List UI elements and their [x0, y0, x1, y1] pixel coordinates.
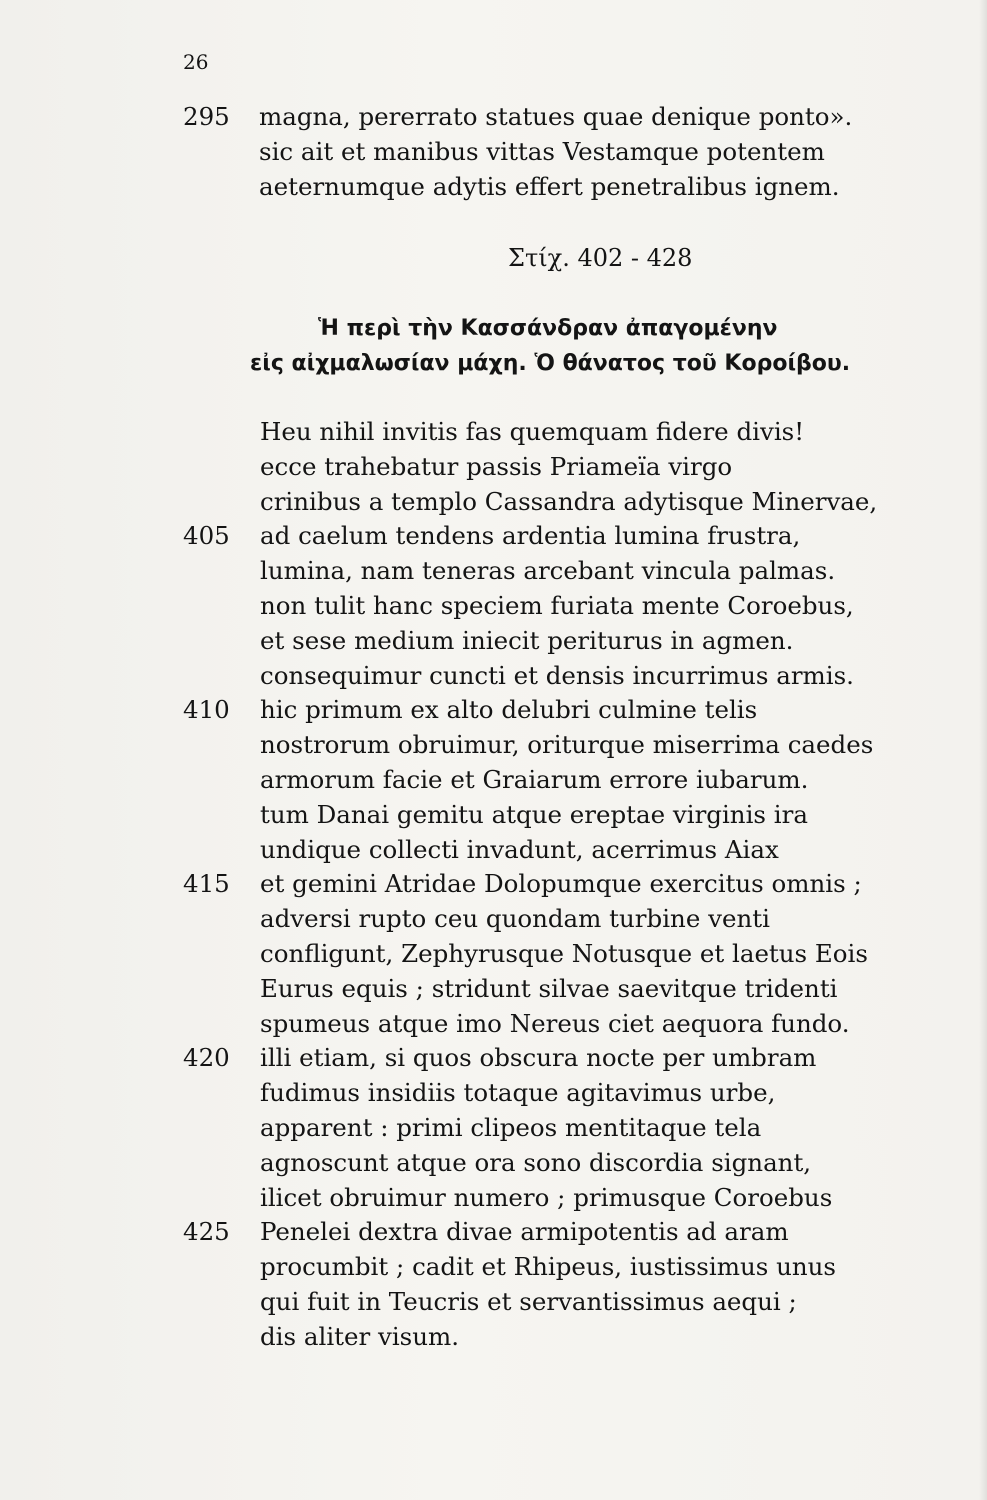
verse-text: et gemini Atridae Dolopumque exercitus omnis ; — [260, 869, 862, 899]
verse-line — [183, 450, 883, 485]
verse-text: fudimus insidiis totaque agitavimus urbe, — [260, 1078, 776, 1108]
page-edge-shadow — [979, 0, 987, 1500]
verse-text: Heu nihil invitis fas quemquam fidere divis! — [260, 417, 805, 446]
verse-text: sic ait et manibus vittas Vestamque potentem — [259, 136, 825, 166]
verse-line — [183, 728, 883, 763]
line-number: 415 — [183, 869, 230, 899]
verse-line — [183, 624, 883, 659]
verse-text: Eurus equis ; stridunt silvae saevitque tridenti — [260, 973, 838, 1003]
line-number: 420 — [183, 1043, 230, 1073]
verse-text: armorum facie et Graiarum errore iubarum. — [260, 764, 809, 794]
verse-line — [183, 1285, 883, 1320]
verse-line — [183, 1111, 883, 1146]
verse-text: procumbit ; cadit et Rhipeus, iustissimus unus — [260, 1252, 836, 1282]
verse-line — [183, 1076, 883, 1111]
line-number: 410 — [183, 695, 230, 725]
section-heading — [250, 311, 918, 381]
verse-line — [183, 1215, 883, 1250]
line-number: 425 — [183, 1217, 230, 1247]
verse-line — [183, 415, 883, 450]
verse-line — [183, 519, 883, 554]
verse-text: magna, pererrato statues quae denique ponto». — [259, 102, 853, 131]
verse-text: undique collecti invadunt, acerrimus Aiax — [260, 834, 779, 864]
verse-line — [183, 100, 883, 135]
verse-line — [183, 1181, 883, 1216]
verse-line — [183, 1146, 883, 1181]
verse-text: dis aliter visum. — [260, 1321, 460, 1351]
verse-text: et sese medium iniecit periturus in agmen. — [260, 625, 794, 655]
verse-text: lumina, nam teneras arcebant vincula palmas. — [260, 556, 836, 586]
page-number: 26 — [183, 50, 209, 74]
line-number: 295 — [183, 102, 230, 131]
verse-text: apparent : primi clipeos mentitaque tela — [260, 1112, 762, 1142]
verse-text: illi etiam, si quos obscura nocte per umbram — [260, 1043, 817, 1073]
verse-text: spumeus atque imo Nereus ciet aequora fundo. — [260, 1008, 850, 1038]
verse-text: hic primum ex alto delubri culmine telis — [260, 695, 758, 725]
verse-block — [183, 415, 883, 1355]
verse-text: adversi rupto ceu quondam turbine venti — [260, 904, 770, 934]
verse-text: ilicet obruimur numero ; primusque Coroebus — [260, 1182, 833, 1212]
verse-line — [183, 1320, 883, 1355]
verse-line — [183, 135, 883, 170]
line-number: 405 — [183, 521, 230, 551]
verse-text: non tulit hanc speciem furiata mente Coroebus, — [260, 590, 854, 620]
verse-line — [183, 1007, 883, 1042]
verse-text: Penelei dextra divae armipotentis ad aram — [260, 1217, 789, 1247]
verse-text: tum Danai gemitu atque ereptae virginis ira — [260, 799, 808, 829]
verse-line — [183, 972, 883, 1007]
verse-line — [183, 798, 883, 833]
verse-line — [183, 902, 883, 937]
verse-line — [183, 833, 883, 868]
verse-line — [183, 170, 883, 205]
verse-text: confligunt, Zephyrusque Notusque et laetus Eois — [260, 938, 868, 968]
verse-text: nostrorum obruimur, oriturque miserrima caedes — [260, 730, 874, 760]
stich-label: Στίχ. 402 - 428 — [508, 244, 693, 272]
verse-line — [183, 693, 883, 728]
verse-line — [183, 485, 883, 520]
verse-text: aeternumque adytis effert penetralibus ignem. — [259, 171, 840, 201]
verse-line — [183, 867, 883, 902]
verse-line — [183, 589, 883, 624]
verse-line — [183, 937, 883, 972]
verse-text: qui fuit in Teucris et servantissimus aequi ; — [260, 1286, 797, 1316]
verse-text: agnoscunt atque ora sono discordia signant, — [260, 1147, 812, 1177]
verse-text: consequimur cuncti et densis incurrimus armis. — [260, 660, 854, 690]
heading-line-2: εἰς αἰχμαλωσίαν μάχη. Ὁ θάνατος τοῦ Κοροίβου. — [250, 351, 851, 376]
heading-line-1: Ἡ περὶ τὴν Κασσάνδραν ἀπαγομένην — [318, 316, 778, 341]
verse-text: ad caelum tendens ardentia lumina frustra, — [260, 521, 801, 551]
verse-line — [183, 659, 883, 694]
verse-line — [183, 554, 883, 589]
verse-text: crinibus a templo Cassandra adytisque Minervae, — [260, 486, 878, 516]
verse-line — [183, 1250, 883, 1285]
verse-line — [183, 1041, 883, 1076]
verse-text: ecce trahebatur passis Priameïa virgo — [260, 451, 733, 481]
verse-line — [183, 763, 883, 798]
opening-verses — [183, 100, 883, 204]
